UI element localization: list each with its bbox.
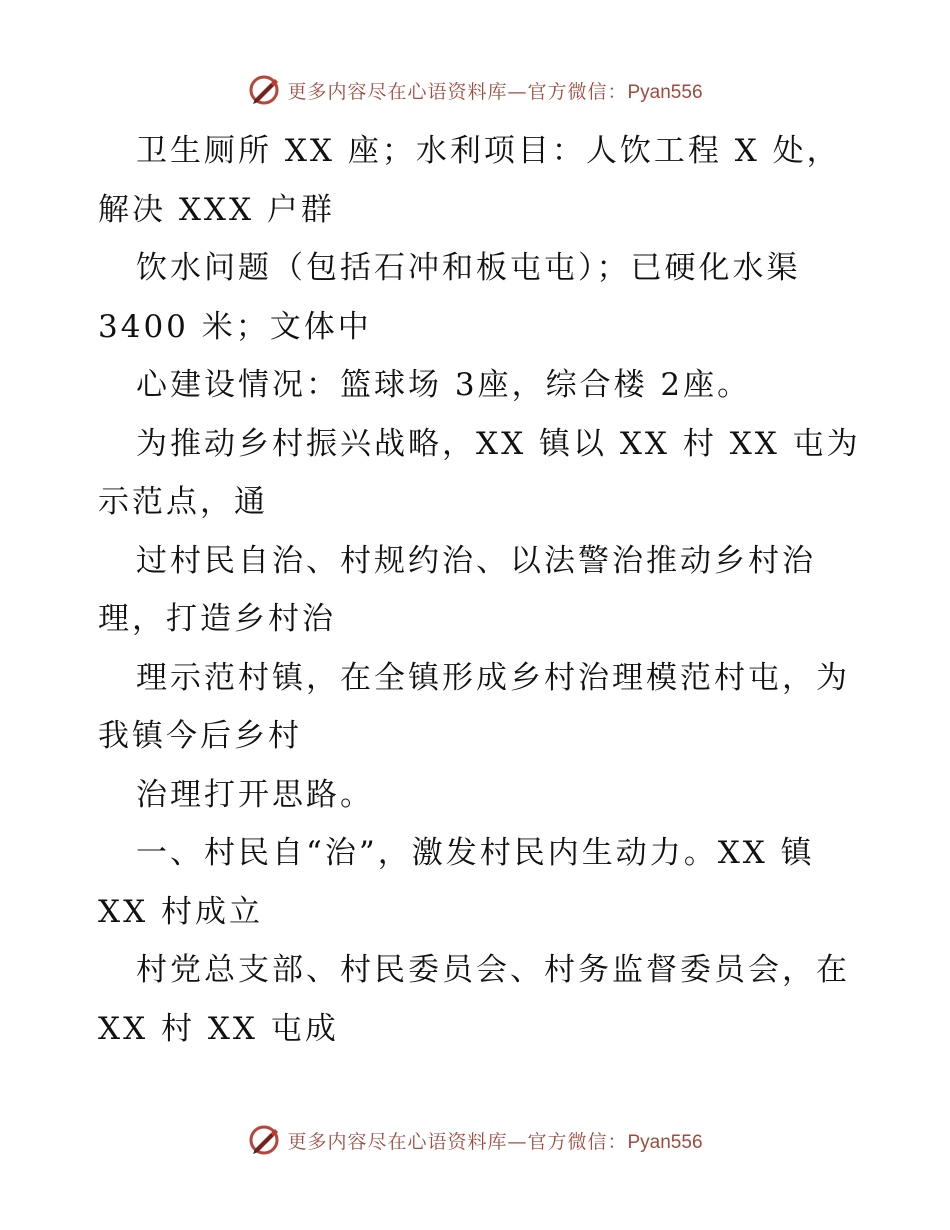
paragraph-line: 村党总支部、村民委员会、村务监督委员会，在 (136, 952, 850, 988)
watermark-title: 更多内容尽在心语资料库 (287, 1130, 508, 1153)
watermark-title: 更多内容尽在心语资料库 (287, 80, 508, 103)
watermark-contact-label: 官方微信： (527, 80, 628, 103)
watermark-banner-bottom (0, 1122, 950, 1158)
paragraph-line: 3400 米；文体中 (98, 308, 372, 345)
pen-logo-icon (247, 1123, 281, 1157)
paragraph-line: 卫生厕所 XX 座；水利项目：人饮工程 X 处， (136, 133, 841, 169)
paragraph-line: 为推动乡村振兴战略，XX 镇以 XX 村 XX 屯为 (136, 425, 861, 462)
watermark-text (287, 1127, 702, 1154)
watermark-contact-handle: Pyan556 (627, 81, 703, 103)
document-body (98, 122, 898, 1058)
paragraph-line: 示范点，通 (98, 484, 268, 520)
watermark-contact-handle: Pyan556 (627, 1131, 703, 1153)
watermark-text (287, 77, 702, 104)
paragraph-line: 饮水问题（包括石冲和板屯屯）；已硬化水渠 (136, 250, 801, 286)
watermark-separator: — (507, 80, 528, 103)
paragraph-line: 理，打造乡村治 (98, 601, 336, 637)
paragraph-line: 治理打开思路。 (136, 776, 374, 813)
paragraph-line: 过村民自治、村规约治、以法警治推动乡村治 (136, 542, 816, 579)
paragraph-line: 解决 XXX 户群 (98, 191, 335, 228)
paragraph-line: 理示范村镇，在全镇形成乡村治理模范村屯，为 (136, 659, 850, 696)
paragraph-line: 我镇今后乡村 (98, 718, 302, 754)
paragraph-line: 一、村民自“治”，激发村民内生动力。XX 镇 (136, 835, 815, 871)
watermark-separator: — (507, 1130, 528, 1153)
watermark-banner-top (0, 72, 950, 108)
watermark-contact-label: 官方微信： (527, 1130, 628, 1153)
paragraph-line: XX 村成立 (98, 893, 263, 930)
paragraph-line: XX 村 XX 屯成 (98, 1010, 339, 1047)
paragraph-line: 心建设情况：篮球场 3座，综合楼 2座。 (136, 367, 752, 403)
pen-logo-icon (247, 73, 281, 107)
